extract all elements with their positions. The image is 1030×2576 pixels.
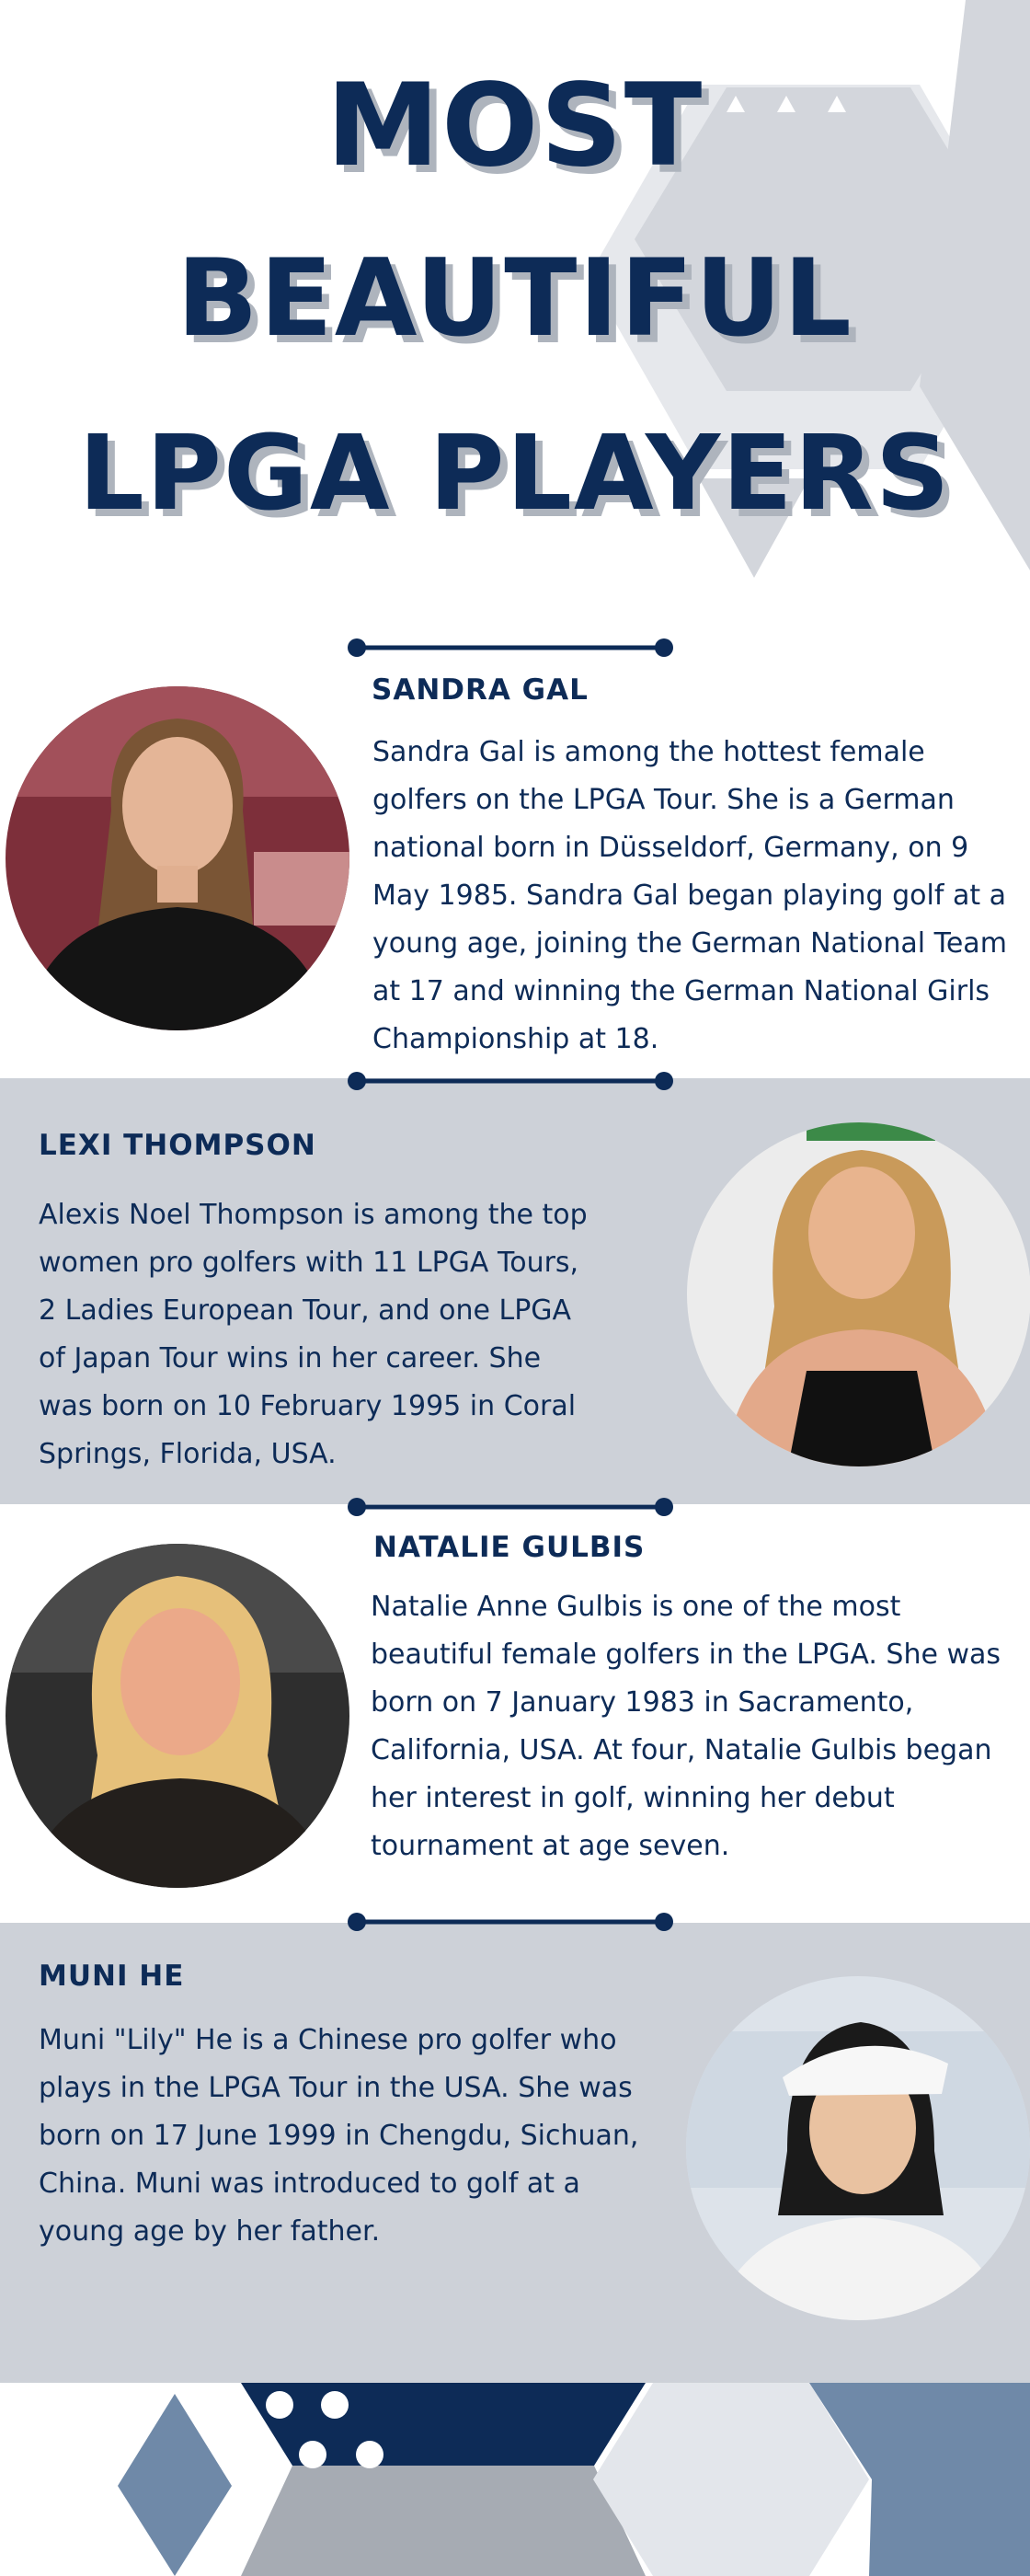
footer-dot-3 [299,2441,326,2468]
connector-line-2 [340,1070,681,1092]
title-line-3: LPGA PLAYERS [78,414,952,534]
player-bio-natalie-gulbis: Natalie Anne Gulbis is one of the most beautiful female golfers in the LPGA. She was born on 7 January 1983 in Sacramento, California, USA. At four, Natalie Gulbis began her interest in golf, winning her debut tournament at age seven. [371,1591,1001,1862]
footer-hexagon-light [593,2383,869,2576]
player-bio-muni-he: Muni "Lily" He is a Chinese pro golfer who plays in the LPGA Tour in the USA. She was born on 17 June 1999 in Chengdu, Sichuan, China. Muni was introduced to golf at a young age by her father. [39,2024,639,2248]
player-bio-lexi-thompson: Alexis Noel Thompson is among the top women pro golfers with 11 LPGA Tours, 2 Ladies European Tour, and one LPGA of Japan Tour wins in her career. She was born on 10 February 1995 in Coral Springs, Florida, USA. [39,1199,588,1470]
portrait-sandra-gal [6,686,349,1030]
footer-dot-4 [356,2441,383,2468]
portrait-lexi-thompson [687,1122,1030,1466]
player-name-lexi-thompson: LEXI THOMPSON [39,1129,316,1162]
footer-trapezoid-gray [241,2466,646,2576]
footer-dot-2 [321,2391,349,2419]
connector-line-3 [340,1496,681,1518]
footer-decoration [0,2383,1030,2576]
connector-line-1 [340,637,681,659]
footer-diamond-slate [118,2394,232,2576]
footer-dot-1 [266,2391,293,2419]
portrait-muni-he [686,1976,1030,2320]
player-name-muni-he: MUNI HE [39,1960,185,1993]
portrait-natalie-gulbis [6,1544,349,1888]
player-name-sandra-gal: SANDRA GAL [372,673,589,707]
player-bio-sandra-gal: Sandra Gal is among the hottest female golfers on the LPGA Tour. She is a German national born in Düsseldorf, Germany, on 9 May 1985. Sandra Gal began playing golf at a young age, joining the German National Team at 17 and winning the German National Girls Championship at 18. [372,736,1007,1055]
connector-line-4 [340,1911,681,1933]
title-line-2: BEAUTIFUL [177,236,853,361]
title-line-1: MOST [326,60,704,192]
player-name-natalie-gulbis: NATALIE GULBIS [373,1531,646,1564]
